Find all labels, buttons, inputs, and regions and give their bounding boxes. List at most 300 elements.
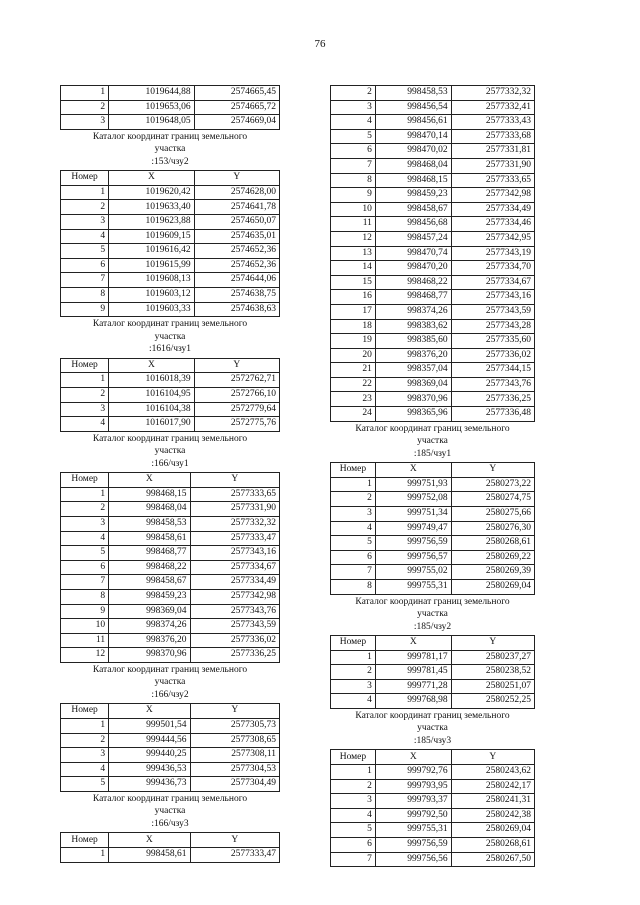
- header-x: X: [109, 358, 194, 373]
- table-row: [331, 492, 535, 507]
- table-row: [331, 100, 535, 115]
- point-number: 6: [331, 838, 376, 853]
- table-row: [61, 777, 280, 792]
- table-row: [331, 231, 535, 246]
- point-number: 19: [331, 334, 376, 349]
- table-row: [331, 144, 535, 159]
- coord-x: 998376,20: [375, 348, 451, 363]
- table-row: [331, 246, 535, 261]
- coord-y: 2577343,16: [190, 546, 280, 561]
- point-number: 3: [61, 516, 109, 531]
- point-number: 10: [331, 202, 376, 217]
- point-number: 1: [61, 373, 109, 388]
- point-number: 3: [61, 402, 109, 417]
- table-row: [331, 565, 535, 580]
- point-number: 7: [61, 273, 109, 288]
- table-header-row: [331, 463, 535, 478]
- coord-x: 998456,68: [375, 217, 451, 232]
- table-row: [331, 290, 535, 305]
- caption-line: Каталог координат границ земельного: [92, 131, 248, 142]
- coord-y: 2577334,70: [451, 261, 534, 276]
- header-y: Y: [451, 463, 534, 478]
- point-number: 4: [331, 694, 376, 709]
- catalog-caption: [330, 423, 535, 461]
- coord-y: 2572775,76: [194, 417, 279, 432]
- table-row: [331, 808, 535, 823]
- point-number: 5: [331, 129, 376, 144]
- table-row: [331, 129, 535, 144]
- caption-line: :1616/чзу1: [148, 344, 192, 355]
- coordinate-table: [60, 85, 280, 130]
- coord-x: 999771,28: [375, 679, 451, 694]
- coord-x: 998470,20: [375, 261, 451, 276]
- table-row: [331, 173, 535, 188]
- point-number: 5: [61, 546, 109, 561]
- table-row: [61, 387, 280, 402]
- coord-x: 998456,54: [375, 100, 451, 115]
- point-number: 7: [61, 575, 109, 590]
- point-number: 6: [331, 144, 376, 159]
- coord-x: 998468,04: [375, 158, 451, 173]
- header-x: X: [375, 750, 451, 765]
- point-number: 1: [61, 185, 109, 200]
- caption-line: :185/чзу3: [413, 735, 452, 746]
- table-row: [331, 348, 535, 363]
- table-header-row: [61, 171, 280, 186]
- coordinate-table: [60, 472, 280, 663]
- table-row: [331, 779, 535, 794]
- header-number: Номер: [61, 704, 109, 719]
- coord-x: 1019623,88: [109, 215, 194, 230]
- coord-x: 998369,04: [109, 604, 190, 619]
- table-header-row: [61, 704, 280, 719]
- point-number: 10: [61, 619, 109, 634]
- coord-y: 2577343,76: [451, 377, 534, 392]
- table-row: [61, 604, 280, 619]
- point-number: 5: [331, 823, 376, 838]
- coord-y: 2580276,30: [451, 521, 534, 536]
- point-number: 6: [61, 258, 109, 273]
- table-header-row: [331, 636, 535, 651]
- coord-x: 998468,77: [375, 290, 451, 305]
- coord-y: 2580269,22: [451, 550, 534, 565]
- table-row: [331, 261, 535, 276]
- header-y: Y: [190, 473, 280, 488]
- table-row: [61, 402, 280, 417]
- table-row: [61, 417, 280, 432]
- coord-y: 2574652,36: [194, 258, 279, 273]
- coord-y: 2574638,63: [194, 302, 279, 317]
- coord-y: 2574635,01: [194, 229, 279, 244]
- point-number: 22: [331, 377, 376, 392]
- caption-line: :185/чзу2: [413, 621, 452, 632]
- table-row: [331, 363, 535, 378]
- coord-x: 999751,93: [375, 477, 451, 492]
- point-number: 2: [61, 502, 109, 517]
- point-number: 2: [61, 733, 109, 748]
- coordinate-table: [330, 635, 535, 709]
- coord-y: 2574644,06: [194, 273, 279, 288]
- coord-x: 998357,04: [375, 363, 451, 378]
- coord-x: 999444,56: [109, 733, 190, 748]
- coord-x: 998468,04: [109, 502, 190, 517]
- table-header-row: [61, 473, 280, 488]
- coord-x: 999751,34: [375, 506, 451, 521]
- coord-y: 2577342,98: [190, 589, 280, 604]
- catalog-caption: [330, 710, 535, 748]
- coord-y: 2577333,43: [451, 115, 534, 130]
- coord-y: 2577333,47: [190, 531, 280, 546]
- table-row: [61, 273, 280, 288]
- coord-y: 2577344,15: [451, 363, 534, 378]
- header-number: Номер: [61, 171, 109, 186]
- coord-y: 2577343,16: [451, 290, 534, 305]
- point-number: 3: [331, 679, 376, 694]
- table-row: [331, 521, 535, 536]
- coord-y: 2577336,02: [451, 348, 534, 363]
- point-number: 2: [331, 779, 376, 794]
- point-number: 8: [331, 173, 376, 188]
- coord-x: 1019653,06: [109, 100, 194, 115]
- table-row: [331, 392, 535, 407]
- header-y: Y: [190, 833, 280, 848]
- coord-y: 2577332,32: [451, 86, 534, 101]
- caption-line: участка: [154, 331, 186, 342]
- table-row: [331, 158, 535, 173]
- coord-x: 999792,50: [375, 808, 451, 823]
- table-row: [61, 648, 280, 663]
- table-row: [61, 288, 280, 303]
- caption-line: участка: [417, 609, 448, 619]
- point-number: 1: [331, 477, 376, 492]
- coord-y: 2577305,73: [190, 719, 280, 734]
- catalog-caption: [60, 131, 280, 169]
- coord-x: 999749,47: [375, 521, 451, 536]
- table-row: [61, 229, 280, 244]
- caption-line: :166/чзу3: [151, 818, 189, 829]
- coord-y: 2580243,62: [451, 765, 534, 780]
- coord-y: 2580241,31: [451, 794, 534, 809]
- catalog-caption: [60, 664, 280, 702]
- header-y: Y: [451, 750, 534, 765]
- coord-y: 2580242,17: [451, 779, 534, 794]
- table-row: [61, 115, 280, 130]
- table-row: [331, 86, 535, 101]
- coord-y: 2577331,90: [190, 502, 280, 517]
- point-number: 21: [331, 363, 376, 378]
- coord-y: 2580269,39: [451, 565, 534, 580]
- point-number: 23: [331, 392, 376, 407]
- header-number: Номер: [331, 636, 376, 651]
- coord-x: 999436,53: [109, 762, 190, 777]
- table-row: [331, 823, 535, 838]
- catalog-caption: [60, 318, 280, 356]
- caption-line: Каталог координат границ земельного: [355, 596, 510, 607]
- coord-x: 998468,22: [109, 560, 190, 575]
- point-number: 3: [61, 215, 109, 230]
- left-column: [60, 85, 280, 863]
- point-number: 3: [331, 100, 376, 115]
- coord-x: 998456,61: [375, 115, 451, 130]
- header-number: Номер: [61, 358, 109, 373]
- table-header-row: [61, 833, 280, 848]
- header-x: X: [375, 463, 451, 478]
- coord-y: 2577336,48: [451, 407, 534, 422]
- coord-y: 2574652,36: [194, 244, 279, 259]
- table-row: [331, 202, 535, 217]
- point-number: 1: [61, 487, 109, 502]
- table-row: [331, 694, 535, 709]
- coord-y: 2577343,59: [190, 619, 280, 634]
- coord-y: 2580269,04: [451, 823, 534, 838]
- header-number: Номер: [61, 833, 109, 848]
- coord-x: 1019648,05: [109, 115, 194, 130]
- table-row: [61, 373, 280, 388]
- point-number: 3: [61, 748, 109, 763]
- coord-x: 1016017,90: [109, 417, 194, 432]
- point-number: 11: [61, 633, 109, 648]
- coord-y: 2574650,07: [194, 215, 279, 230]
- coord-x: 998385,60: [375, 334, 451, 349]
- caption-line: :166/чзу1: [151, 458, 189, 469]
- catalog-caption: [60, 433, 280, 471]
- point-number: 9: [61, 604, 109, 619]
- coord-x: 998374,26: [375, 304, 451, 319]
- coord-x: 998459,23: [375, 188, 451, 203]
- header-y: Y: [194, 171, 279, 186]
- table-row: [331, 115, 535, 130]
- table-row: [331, 838, 535, 853]
- point-number: 14: [331, 261, 376, 276]
- coord-x: 999768,98: [375, 694, 451, 709]
- table-row: [331, 217, 535, 232]
- coord-y: 2577336,25: [451, 392, 534, 407]
- point-number: 7: [331, 158, 376, 173]
- coord-y: 2577308,65: [190, 733, 280, 748]
- table-row: [331, 377, 535, 392]
- point-number: 17: [331, 304, 376, 319]
- point-number: 1: [61, 86, 109, 101]
- caption-line: участка: [154, 677, 186, 688]
- table-row: [61, 733, 280, 748]
- coord-y: 2577333,47: [190, 848, 280, 863]
- table-row: [61, 748, 280, 763]
- coord-y: 2577343,19: [451, 246, 534, 261]
- table-row: [331, 506, 535, 521]
- table-row: [61, 215, 280, 230]
- coord-y: 2577343,59: [451, 304, 534, 319]
- coord-y: 2577335,60: [451, 334, 534, 349]
- header-y: Y: [194, 358, 279, 373]
- caption-line: Каталог координат границ земельного: [92, 433, 248, 444]
- caption-line: Каталог координат границ земельного: [355, 710, 510, 721]
- coord-x: 998458,53: [109, 516, 190, 531]
- coord-y: 2580268,61: [451, 536, 534, 551]
- point-number: 24: [331, 407, 376, 422]
- coord-x: 999755,02: [375, 565, 451, 580]
- table-row: [61, 185, 280, 200]
- coord-y: 2574665,45: [194, 86, 279, 101]
- coord-x: 1019616,42: [109, 244, 194, 259]
- coord-x: 998369,04: [375, 377, 451, 392]
- point-number: 5: [61, 244, 109, 259]
- coord-x: 998468,15: [375, 173, 451, 188]
- caption-line: :166/чзу2: [151, 689, 189, 700]
- caption-line: :185/чзу1: [413, 448, 452, 459]
- coord-x: 1016018,39: [109, 373, 194, 388]
- coord-y: 2577336,25: [190, 648, 280, 663]
- point-number: 1: [331, 765, 376, 780]
- coord-x: 998376,20: [109, 633, 190, 648]
- coord-x: 998458,67: [109, 575, 190, 590]
- coord-y: 2574669,04: [194, 115, 279, 130]
- coord-x: 998457,24: [375, 231, 451, 246]
- point-number: 4: [331, 521, 376, 536]
- coord-y: 2577331,81: [451, 144, 534, 159]
- header-number: Номер: [331, 463, 376, 478]
- point-number: 20: [331, 348, 376, 363]
- coord-x: 999792,76: [375, 765, 451, 780]
- coord-x: 998365,96: [375, 407, 451, 422]
- table-row: [61, 100, 280, 115]
- table-header-row: [61, 358, 280, 373]
- coord-y: 2574665,72: [194, 100, 279, 115]
- point-number: 2: [61, 387, 109, 402]
- coord-x: 998458,61: [109, 848, 190, 863]
- point-number: 1: [61, 719, 109, 734]
- point-number: 7: [331, 852, 376, 867]
- coord-x: 999501,54: [109, 719, 190, 734]
- caption-line: участка: [154, 806, 186, 817]
- coordinate-table: [60, 358, 280, 432]
- coord-x: 999756,56: [375, 852, 451, 867]
- point-number: 2: [331, 665, 376, 680]
- coord-x: 998470,14: [375, 129, 451, 144]
- point-number: 1: [331, 650, 376, 665]
- point-number: 4: [61, 229, 109, 244]
- point-number: 6: [61, 560, 109, 575]
- coord-x: 998458,61: [109, 531, 190, 546]
- coord-y: 2577304,53: [190, 762, 280, 777]
- coord-y: 2577334,49: [190, 575, 280, 590]
- table-row: [331, 477, 535, 492]
- caption-line: Каталог координат границ земельного: [92, 319, 248, 330]
- catalog-caption: [60, 793, 280, 831]
- table-row: [331, 665, 535, 680]
- table-row: [61, 302, 280, 317]
- caption-line: :153/чзу2: [151, 156, 189, 167]
- table-row: [61, 502, 280, 517]
- header-x: X: [375, 636, 451, 651]
- point-number: 9: [331, 188, 376, 203]
- point-number: 2: [331, 86, 376, 101]
- point-number: 2: [61, 100, 109, 115]
- point-number: 9: [61, 302, 109, 317]
- caption-line: участка: [417, 723, 448, 734]
- table-row: [331, 550, 535, 565]
- caption-line: Каталог координат границ земельного: [92, 793, 248, 804]
- table-row: [331, 275, 535, 290]
- table-row: [331, 304, 535, 319]
- coordinate-table: [330, 85, 535, 422]
- table-row: [331, 188, 535, 203]
- header-x: X: [109, 833, 190, 848]
- table-row: [61, 633, 280, 648]
- coord-x: 998370,96: [375, 392, 451, 407]
- coord-y: 2572762,71: [194, 373, 279, 388]
- coord-y: 2577332,41: [451, 100, 534, 115]
- coord-y: 2577333,68: [451, 129, 534, 144]
- coord-x: 999752,08: [375, 492, 451, 507]
- table-row: [61, 762, 280, 777]
- coord-y: 2574638,75: [194, 288, 279, 303]
- coord-x: 998370,96: [109, 648, 190, 663]
- coord-y: 2580269,04: [451, 579, 534, 594]
- catalog-caption: [330, 596, 535, 634]
- coord-y: 2580273,22: [451, 477, 534, 492]
- header-x: X: [109, 473, 190, 488]
- coord-x: 1019603,33: [109, 302, 194, 317]
- coord-y: 2580274,75: [451, 492, 534, 507]
- coord-x: 998468,22: [375, 275, 451, 290]
- coordinate-table: [330, 749, 535, 867]
- coordinate-table: [330, 462, 535, 594]
- header-y: Y: [190, 704, 280, 719]
- coord-x: 1019620,42: [109, 185, 194, 200]
- coord-x: 1016104,38: [109, 402, 194, 417]
- point-number: 4: [61, 762, 109, 777]
- table-header-row: [331, 750, 535, 765]
- coord-x: 999440,25: [109, 748, 190, 763]
- coord-y: 2580275,66: [451, 506, 534, 521]
- coord-x: 998459,23: [109, 589, 190, 604]
- table-row: [331, 579, 535, 594]
- table-row: [331, 536, 535, 551]
- coord-y: 2580267,50: [451, 852, 534, 867]
- point-number: 6: [331, 550, 376, 565]
- coord-y: 2577334,67: [190, 560, 280, 575]
- coord-x: 998383,62: [375, 319, 451, 334]
- coord-y: 2572766,10: [194, 387, 279, 402]
- coord-x: 1019608,13: [109, 273, 194, 288]
- right-column: [330, 85, 535, 867]
- point-number: 4: [61, 531, 109, 546]
- point-number: 2: [61, 200, 109, 215]
- caption-line: участка: [154, 144, 186, 155]
- table-row: [61, 546, 280, 561]
- coord-y: 2580251,07: [451, 679, 534, 694]
- coord-x: 999781,45: [375, 665, 451, 680]
- coord-y: 2577343,28: [451, 319, 534, 334]
- coord-y: 2580237,27: [451, 650, 534, 665]
- table-row: [331, 852, 535, 867]
- table-row: [331, 407, 535, 422]
- coord-x: 1019609,15: [109, 229, 194, 244]
- point-number: 5: [61, 777, 109, 792]
- header-y: Y: [451, 636, 534, 651]
- header-x: X: [109, 171, 194, 186]
- coord-y: 2577343,76: [190, 604, 280, 619]
- table-row: [61, 244, 280, 259]
- table-row: [331, 650, 535, 665]
- point-number: 3: [331, 506, 376, 521]
- point-number: 8: [61, 288, 109, 303]
- coord-y: 2577332,32: [190, 516, 280, 531]
- coord-x: 998468,15: [109, 487, 190, 502]
- coord-x: 999755,31: [375, 579, 451, 594]
- coord-y: 2577334,46: [451, 217, 534, 232]
- coord-y: 2577308,11: [190, 748, 280, 763]
